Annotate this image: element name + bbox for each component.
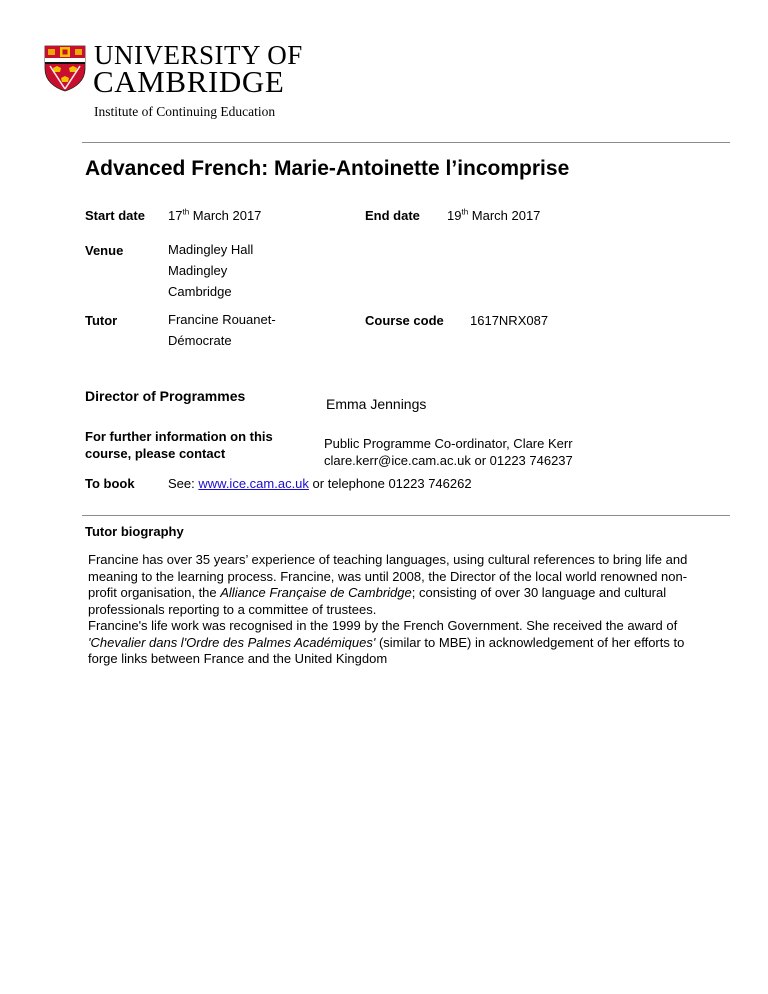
- venue-line: Madingley Hall: [168, 242, 254, 257]
- ice-website-link[interactable]: www.ice.cam.ac.uk: [198, 476, 309, 491]
- start-date-value: 17th March 2017: [168, 207, 262, 223]
- to-book-value: See: www.ice.cam.ac.uk or telephone 01223 746262: [168, 476, 472, 491]
- divider-bottom: [82, 515, 730, 516]
- to-book-label: To book: [85, 476, 135, 491]
- biography-paragraph: Francine's life work was recognised in the 1999 by the French Government. She received the award of 'Chevalier dans l'Ordre des Palmes Académiques' (similar to MBE) in acknowledgement of her efforts to forge links between France and the United Kingdom: [88, 618, 685, 666]
- tutor-line: Francine Rouanet-: [168, 312, 276, 327]
- cambridge-crest-icon: [44, 45, 86, 92]
- end-date-label: End date: [365, 208, 420, 223]
- institute-name: Institute of Continuing Education: [94, 104, 276, 119]
- logo-university-of: UNIVERSITY OF: [94, 40, 303, 70]
- tutor-biography-text: [88, 552, 688, 668]
- venue-value: [168, 239, 253, 302]
- further-info-label: For further information on this course, please contact: [85, 429, 273, 461]
- start-date-label: Start date: [85, 208, 145, 223]
- tutor-label: Tutor: [85, 313, 118, 328]
- biography-paragraph: Francine has over 35 years’ experience of teaching languages, using cultural references to bring life and meaning to the learning process. Francine, was until 2008, the Director of the local world renowned non-profit organisation, the Alliance Française de Cambridge; consisting of over 30 language and cultural professionals reporting to a committee of trustees.: [88, 552, 688, 617]
- venue-line: Cambridge: [168, 284, 232, 299]
- tutor-line: Démocrate: [168, 333, 232, 348]
- tutor-value: [168, 309, 276, 351]
- venue-label: Venue: [85, 243, 124, 258]
- further-info-value: Public Programme Co-ordinator, Clare Kerr clare.kerr@ice.cam.ac.uk or 01223 746237: [324, 436, 573, 468]
- divider-top: [82, 142, 730, 143]
- logo-cambridge: CAMBRIDGE: [93, 64, 285, 99]
- director-label: Director of Programmes: [85, 388, 246, 404]
- end-date-value: 19th March 2017: [447, 207, 541, 223]
- director-value: Emma Jennings: [326, 396, 427, 412]
- course-code-value: 1617NRX087: [470, 313, 549, 328]
- tutor-biography-heading: Tutor biography: [85, 524, 184, 539]
- venue-line: Madingley: [168, 263, 228, 278]
- course-code-label: Course code: [365, 313, 444, 328]
- course-title: Advanced French: Marie-Antoinette l’incomprise: [85, 157, 570, 180]
